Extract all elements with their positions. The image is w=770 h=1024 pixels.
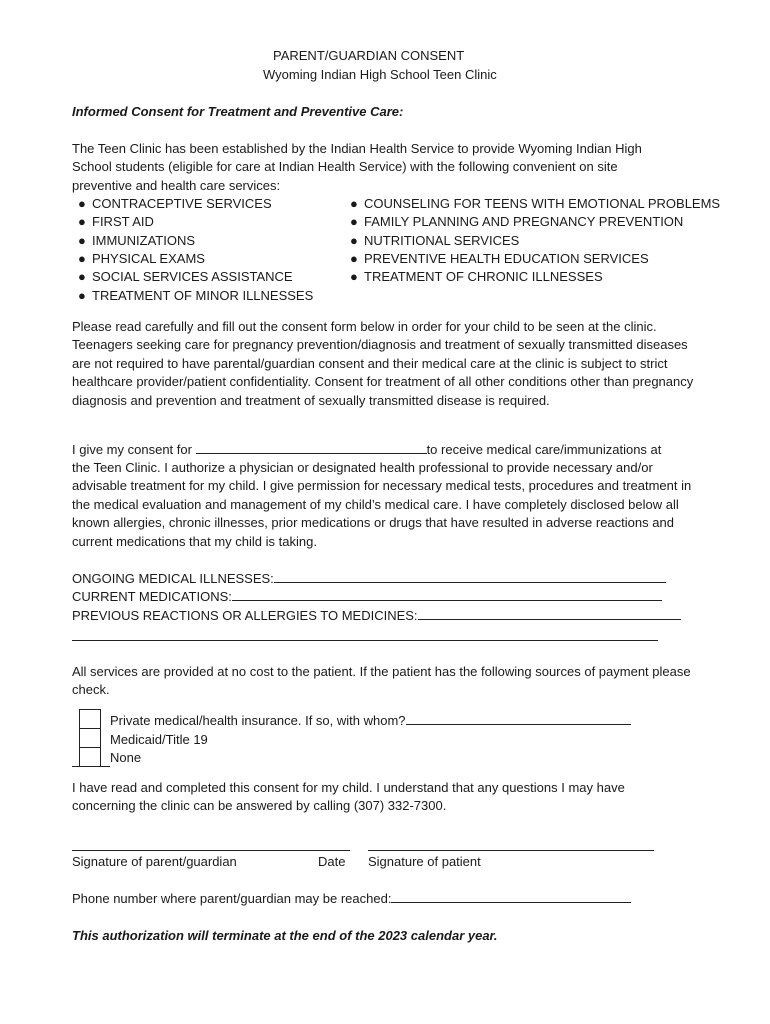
ongoing-illnesses-field[interactable] [274,570,666,583]
service-item: ● CONTRACEPTIVE SERVICES [78,196,272,211]
private-insurance-row [110,712,631,730]
private-insurance-label: Private medical/health insurance. If so, with whom? [110,713,406,728]
service-item: ● PREVENTIVE HEALTH EDUCATION SERVICES [350,251,649,266]
instructions-paragraph: Please read carefully and fill out the consent form below in order for your child to be seen at the clinic. Teenagers seeking care for pregnancy prevention/diagnosis and treatment of sexually transmitted diseases are not required to have parental/guardian consent and their medical care at the clinic is subject to strict healthcare provider/patient confidentiality. Consent for treatment of all other conditions other than pregnancy diagnosis and prevention and treatment of sexually transmitted disease is required. [72,319,694,408]
current-medications-field[interactable] [232,588,662,601]
consent-suffix: to receive medical care/immunizations at [426,442,662,457]
parent-signature-field[interactable] [72,850,350,851]
consent-prefix: I give my consent for [72,442,196,457]
service-item: ● NUTRITIONAL SERVICES [350,233,520,248]
current-medications-row [72,588,662,606]
service-item: ● PHYSICAL EXAMS [78,251,205,266]
service-item: ● TREATMENT OF CHRONIC ILLNESSES [350,269,603,284]
phone-field[interactable] [391,890,631,903]
date-label: Date [318,854,346,869]
section-heading: Informed Consent for Treatment and Preventive Care: [72,104,404,119]
medicaid-label: Medicaid/Title 19 [110,732,208,747]
service-item: ● FAMILY PLANNING AND PREGNANCY PREVENTION [350,214,684,229]
child-name-field[interactable] [196,441,427,454]
service-item: ● TREATMENT OF MINOR ILLNESSES [78,288,314,303]
ongoing-illnesses-row [72,570,666,588]
medicaid-checkbox[interactable] [79,728,101,748]
intro-line-2: School students (eligible for care at Indian Health Service) with the following convenient on site [72,159,618,174]
insurance-provider-field[interactable] [406,712,631,725]
termination-notice: This authorization will terminate at the end of the 2023 calendar year. [72,928,498,943]
reactions-field-continued[interactable] [72,640,658,641]
ongoing-illnesses-label: ONGOING MEDICAL ILLNESSES: [72,571,274,586]
current-medications-label: CURRENT MEDICATIONS: [72,589,232,604]
service-item: ● IMMUNIZATIONS [78,233,196,248]
intro-line-3: preventive and health care services: [72,178,281,193]
payment-paragraph: All services are provided at no cost to the patient. If the patient has the following sources of payment please check. [72,664,691,698]
phone-row [72,890,631,908]
phone-label: Phone number where parent/guardian may be reached: [72,891,392,906]
service-item: ● SOCIAL SERVICES ASSISTANCE [78,269,293,284]
none-checkbox[interactable] [79,747,101,767]
consent-paragraph: the Teen Clinic. I authorize a physician or designated health professional to provide necessary and/or advisable treatment for my child. I give permission for necessary medical tests, procedures and treatment in the medical evaluation and management of my child’s medical care. I have completely disclosed below all known allergies, chronic illnesses, prior medications or drugs that have resulted in adverse reactions and current medications that my child is taking. [72,460,692,549]
checkbox-underline [72,766,110,767]
patient-signature-label: Signature of patient [368,854,481,869]
consent-line-1 [72,441,661,459]
parent-signature-label: Signature of parent/guardian [72,854,237,869]
form-title: PARENT/GUARDIAN CONSENT [273,48,465,63]
reactions-field[interactable] [418,607,681,620]
service-item: ● COUNSELING FOR TEENS WITH EMOTIONAL PROBLEMS [350,196,721,211]
reactions-label: PREVIOUS REACTIONS OR ALLERGIES TO MEDICINES: [72,608,418,623]
reactions-row [72,607,681,625]
none-label: None [110,750,142,765]
intro-line-1: The Teen Clinic has been established by the Indian Health Service to provide Wyoming Indian High [72,141,642,156]
service-item: ● FIRST AID [78,214,154,229]
patient-signature-field[interactable] [368,850,654,851]
acknowledgement-paragraph: I have read and completed this consent for my child. I understand that any questions I may have concerning the clinic can be answered by calling (307) 332-7300. [72,780,625,814]
private-insurance-checkbox[interactable] [79,709,101,729]
form-subtitle: Wyoming Indian High School Teen Clinic [263,67,497,82]
